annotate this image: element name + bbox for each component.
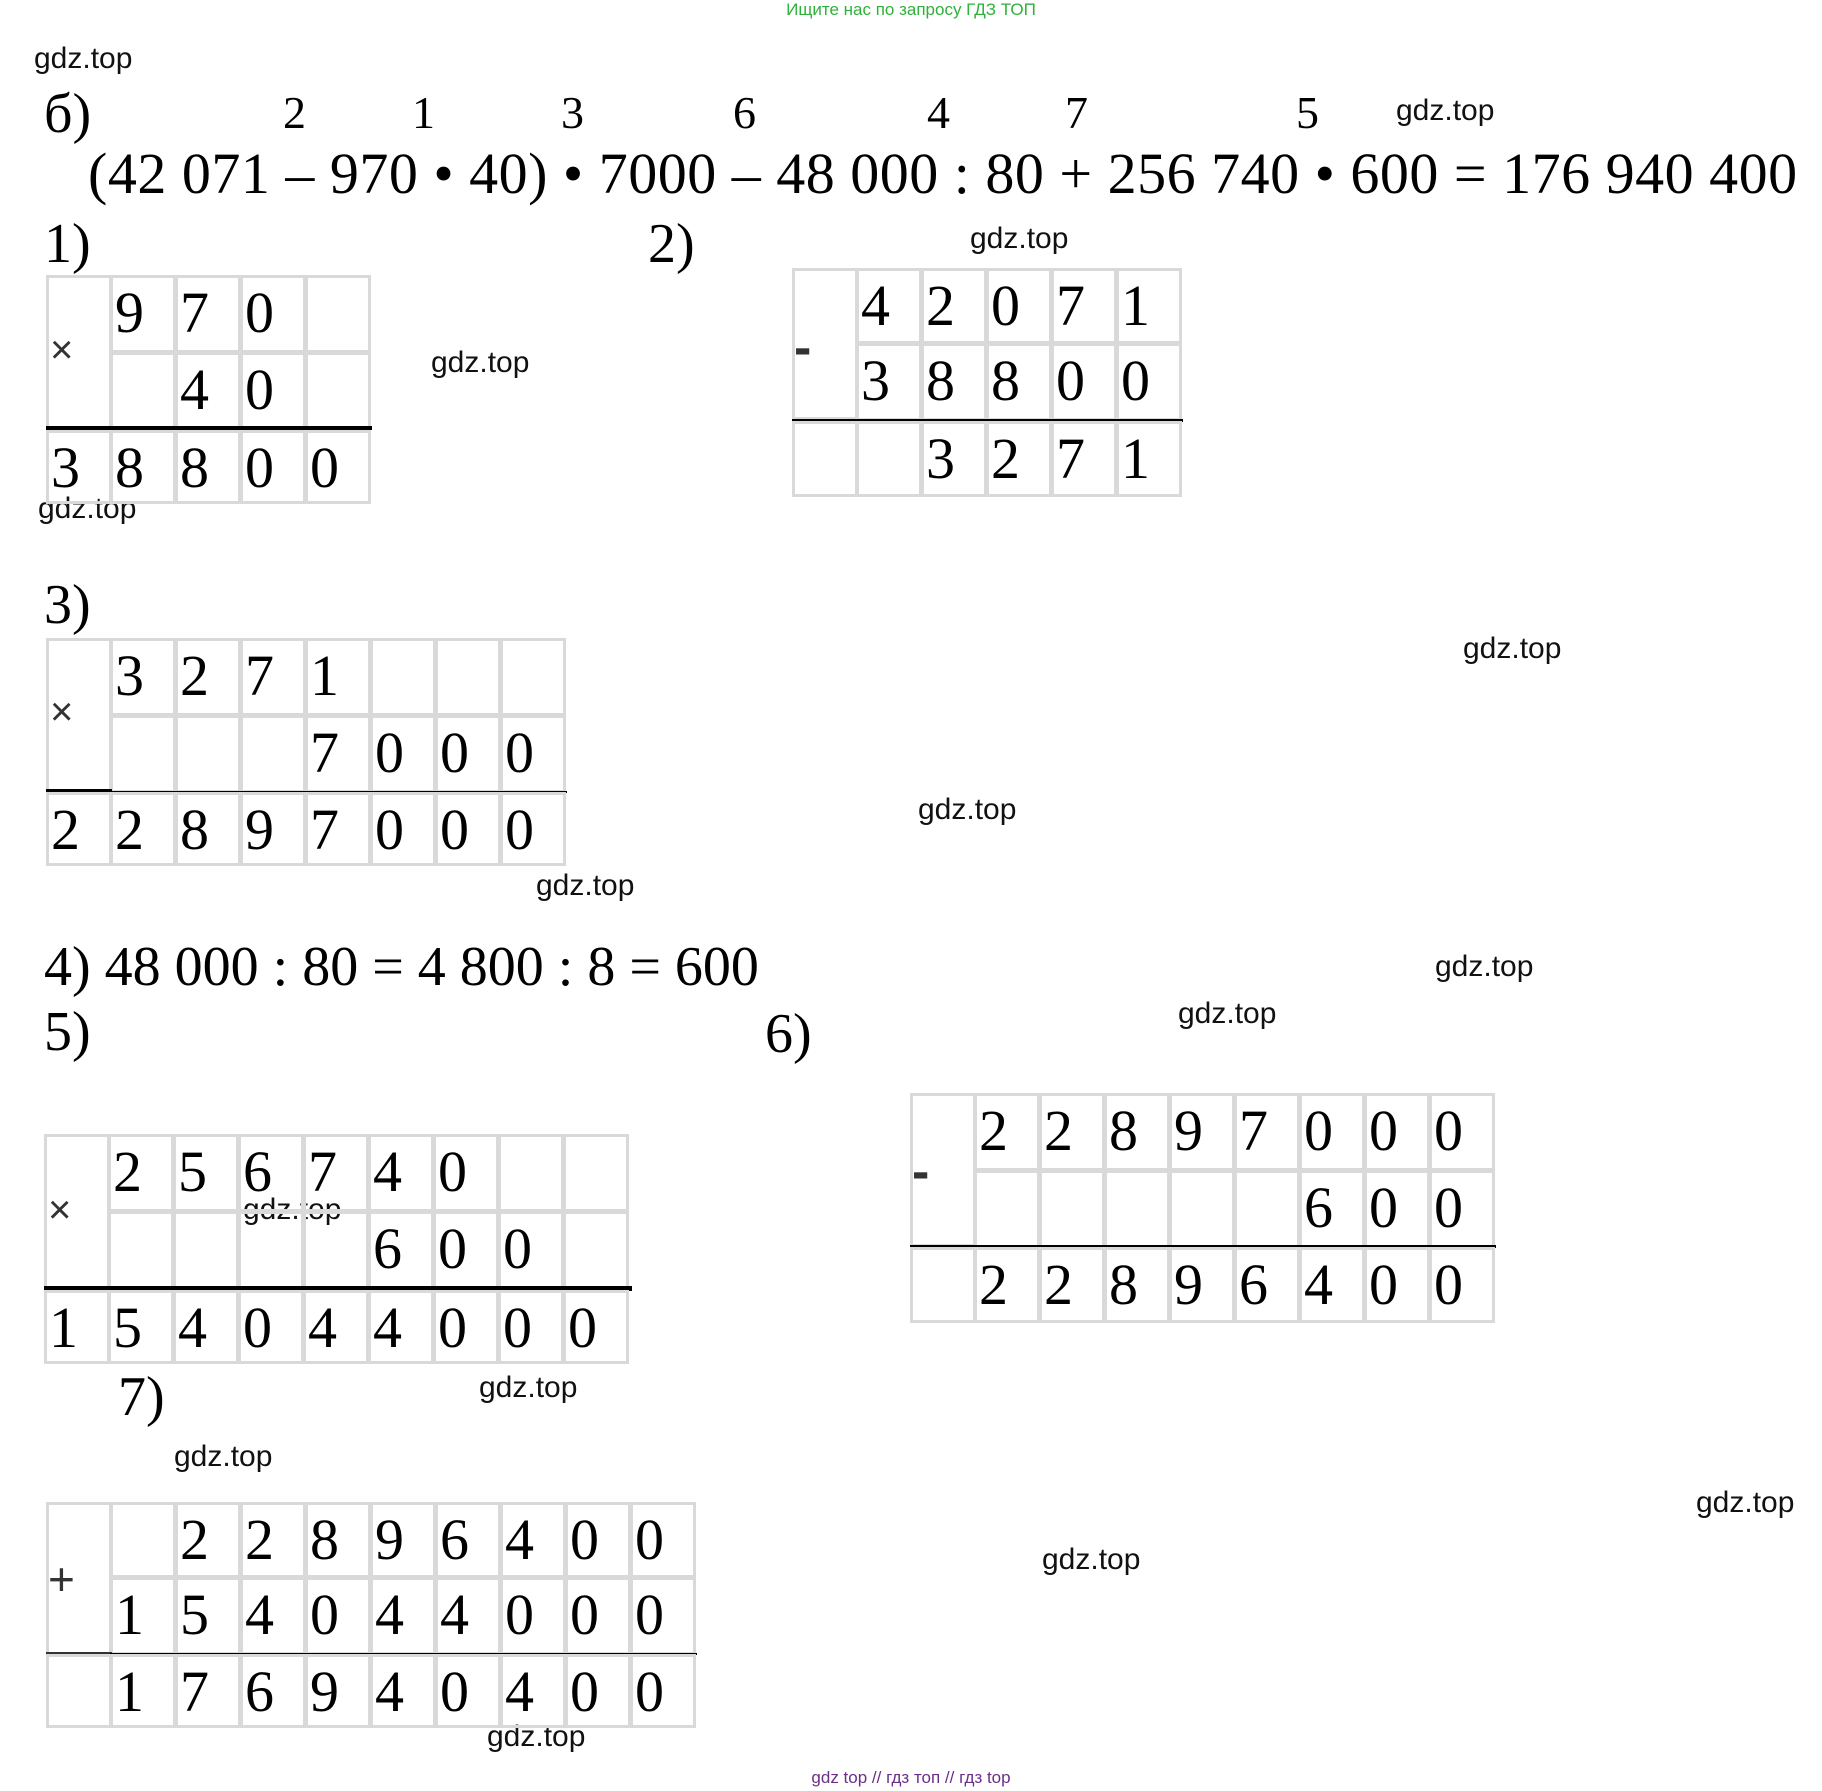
digit-cell: 8: [305, 1502, 371, 1578]
digit-cell: 3: [110, 638, 176, 716]
order-number: 1: [412, 87, 435, 138]
digit-cell: [240, 715, 306, 793]
digit-cell: 0: [240, 275, 306, 353]
digit-cell: [1104, 1170, 1170, 1248]
digit-cell: 0: [563, 1290, 629, 1364]
digit-cell: 0: [565, 1502, 631, 1578]
watermark: gdz.top: [536, 869, 635, 902]
digit-cell: 4: [240, 1577, 306, 1655]
digit-cell: [1039, 1170, 1105, 1248]
digit-cell: [500, 638, 566, 716]
digit-cell: 0: [240, 430, 306, 504]
digit-cell: 0: [435, 715, 501, 793]
step-label: 1): [44, 213, 91, 275]
digit-cell: 0: [630, 1502, 696, 1578]
digit-cell: 6: [368, 1211, 434, 1289]
digit-cell: 0: [1364, 1093, 1430, 1171]
watermark: gdz.top: [431, 346, 530, 379]
digit-cell: 0: [630, 1577, 696, 1655]
digit-cell: 0: [433, 1134, 499, 1212]
watermark: gdz.top: [970, 222, 1069, 255]
digit-cell: 2: [1039, 1247, 1105, 1323]
digit-cell: 4: [500, 1502, 566, 1578]
digit-cell: 9: [1169, 1247, 1235, 1323]
digit-cell: 7: [175, 1654, 241, 1728]
step-label: 2): [648, 213, 695, 275]
digit-cell: 4: [1299, 1247, 1365, 1323]
watermark: gdz.top: [174, 1440, 273, 1473]
digit-cell: 0: [435, 792, 501, 866]
digit-cell: 1: [1116, 421, 1182, 497]
minus-sign: -: [794, 319, 812, 377]
digit-cell: 8: [175, 792, 241, 866]
digit-cell: 7: [305, 792, 371, 866]
digit-cell: 8: [921, 343, 987, 421]
digit-cell: 8: [175, 430, 241, 504]
digit-cell: 9: [1169, 1093, 1235, 1171]
digit-cell: [305, 352, 371, 430]
footer-links[interactable]: gdz top // гдз топ // гдз top: [811, 1768, 1011, 1787]
digit-cell: 9: [110, 275, 176, 353]
main-expression: (42 071 – 970 • 40) • 7000 – 48 000 : 80 + 256 740 • 600 = 176 940 400: [88, 141, 1798, 206]
digit-cell: 4: [175, 352, 241, 430]
digit-cell: 0: [500, 792, 566, 866]
digit-cell: 2: [175, 1502, 241, 1578]
digit-cell: [175, 715, 241, 793]
digit-cell: [110, 1502, 176, 1578]
digit-cell: 1: [110, 1654, 176, 1728]
digit-cell: 4: [370, 1577, 436, 1655]
digit-cell: 9: [240, 792, 306, 866]
digit-cell: 3: [46, 430, 112, 504]
digit-cell: [974, 1170, 1040, 1248]
digit-cell: 0: [1429, 1170, 1495, 1248]
order-number: 7: [1065, 87, 1088, 138]
digit-cell: 1: [305, 638, 371, 716]
digit-cell: 2: [240, 1502, 306, 1578]
digit-cell: 0: [565, 1577, 631, 1655]
digit-cell: 2: [46, 792, 112, 866]
digit-cell: [856, 421, 922, 497]
digit-cell: 2: [108, 1134, 174, 1212]
digit-cell: 0: [238, 1290, 304, 1364]
digit-cell: 0: [305, 1577, 371, 1655]
watermark: gdz.top: [1696, 1486, 1795, 1519]
digit-cell: [110, 352, 176, 430]
digit-cell: 4: [856, 268, 922, 344]
digit-cell: 8: [1104, 1093, 1170, 1171]
digit-cell: 1: [44, 1290, 110, 1364]
watermark: gdz.top: [243, 1193, 342, 1226]
digit-cell: 6: [238, 1134, 304, 1212]
digit-cell: 2: [974, 1247, 1040, 1323]
order-number: 3: [561, 87, 584, 138]
step-4-equation: 4) 48 000 : 80 = 4 800 : 8 = 600: [44, 936, 759, 998]
digit-cell: 7: [305, 715, 371, 793]
order-number: 6: [733, 87, 756, 138]
step-label: 7): [118, 1366, 165, 1428]
digit-cell: 7: [1051, 268, 1117, 344]
digit-cell: 2: [921, 268, 987, 344]
digit-cell: 0: [370, 792, 436, 866]
digit-cell: 2: [986, 421, 1052, 497]
digit-cell: 0: [498, 1211, 564, 1289]
digit-cell: [792, 421, 858, 497]
digit-cell: 4: [370, 1654, 436, 1728]
digit-cell: 0: [565, 1654, 631, 1728]
digit-cell: [563, 1134, 629, 1212]
watermark: gdz.top: [918, 793, 1017, 826]
digit-cell: 0: [1116, 343, 1182, 421]
digit-cell: 0: [498, 1290, 564, 1364]
digit-cell: 0: [1299, 1093, 1365, 1171]
digit-cell: 0: [433, 1211, 499, 1289]
digit-cell: [563, 1211, 629, 1289]
digit-cell: 0: [433, 1290, 499, 1364]
digit-cell: 2: [974, 1093, 1040, 1171]
multiply-sign: ×: [48, 1188, 72, 1232]
digit-cell: 0: [500, 1577, 566, 1655]
digit-cell: 0: [986, 268, 1052, 344]
digit-cell: 9: [370, 1502, 436, 1578]
digit-cell: 4: [435, 1577, 501, 1655]
step-label: 3): [44, 574, 91, 636]
digit-cell: 4: [368, 1134, 434, 1212]
digit-cell: [1234, 1170, 1300, 1248]
watermark: gdz.top: [1396, 94, 1495, 127]
digit-cell: 0: [305, 430, 371, 504]
digit-cell: 2: [1039, 1093, 1105, 1171]
digit-cell: 7: [240, 638, 306, 716]
digit-cell: 8: [1104, 1247, 1170, 1323]
digit-cell: [238, 1211, 304, 1289]
watermark: gdz.top: [487, 1720, 586, 1753]
multiply-sign: ×: [50, 690, 74, 734]
digit-cell: 9: [305, 1654, 371, 1728]
minus-sign: -: [912, 1143, 930, 1201]
digit-cell: 0: [500, 715, 566, 793]
digit-cell: 1: [1116, 268, 1182, 344]
digit-cell: 7: [303, 1134, 369, 1212]
step-label: 5): [44, 1001, 91, 1063]
digit-cell: 6: [1234, 1247, 1300, 1323]
digit-cell: 4: [173, 1290, 239, 1364]
digit-cell: 0: [435, 1654, 501, 1728]
digit-cell: [370, 638, 436, 716]
digit-cell: [303, 1211, 369, 1289]
digit-cell: 6: [435, 1502, 501, 1578]
digit-cell: [108, 1211, 174, 1289]
digit-cell: 4: [500, 1654, 566, 1728]
digit-cell: 0: [1051, 343, 1117, 421]
digit-cell: [46, 1654, 112, 1728]
digit-cell: 8: [986, 343, 1052, 421]
digit-cell: 0: [630, 1654, 696, 1728]
digit-cell: [1169, 1170, 1235, 1248]
digit-cell: 0: [1429, 1247, 1495, 1323]
digit-cell: 6: [240, 1654, 306, 1728]
watermark: gdz.top: [479, 1371, 578, 1404]
digit-cell: [498, 1134, 564, 1212]
digit-cell: 7: [1051, 421, 1117, 497]
order-number: 4: [927, 87, 950, 138]
digit-cell: 2: [110, 792, 176, 866]
watermark: gdz.top: [34, 42, 133, 75]
watermark: gdz.top: [1463, 632, 1562, 665]
multiply-sign: ×: [50, 328, 74, 372]
digit-cell: 5: [108, 1290, 174, 1364]
watermark: gdz.top: [38, 492, 137, 525]
digit-cell: [435, 638, 501, 716]
digit-cell: 6: [1299, 1170, 1365, 1248]
digit-cell: 0: [1364, 1247, 1430, 1323]
watermark: gdz.top: [1435, 950, 1534, 983]
digit-cell: 0: [240, 352, 306, 430]
digit-cell: [910, 1247, 976, 1323]
part-label: б): [44, 83, 92, 145]
digit-cell: 8: [110, 430, 176, 504]
digit-cell: 2: [175, 638, 241, 716]
digit-cell: 4: [368, 1290, 434, 1364]
digit-cell: 0: [370, 715, 436, 793]
digit-cell: 5: [175, 1577, 241, 1655]
digit-cell: 5: [173, 1134, 239, 1212]
digit-cell: 1: [110, 1577, 176, 1655]
digit-cell: 7: [1234, 1093, 1300, 1171]
watermark: gdz.top: [1178, 997, 1277, 1030]
digit-cell: 0: [1429, 1093, 1495, 1171]
digit-cell: 7: [175, 275, 241, 353]
digit-cell: [305, 275, 371, 353]
order-number: 2: [283, 87, 306, 138]
digit-cell: 0: [1364, 1170, 1430, 1248]
digit-cell: [173, 1211, 239, 1289]
digit-cell: [110, 715, 176, 793]
digit-cell: 4: [303, 1290, 369, 1364]
plus-sign: +: [48, 1553, 75, 1605]
order-number: 5: [1296, 87, 1319, 138]
watermark: gdz.top: [1042, 1543, 1141, 1576]
digit-cell: 3: [856, 343, 922, 421]
top-banner[interactable]: Ищите нас по запросу ГДЗ ТОП: [786, 0, 1036, 19]
digit-cell: 3: [921, 421, 987, 497]
step-label: 6): [765, 1003, 812, 1065]
